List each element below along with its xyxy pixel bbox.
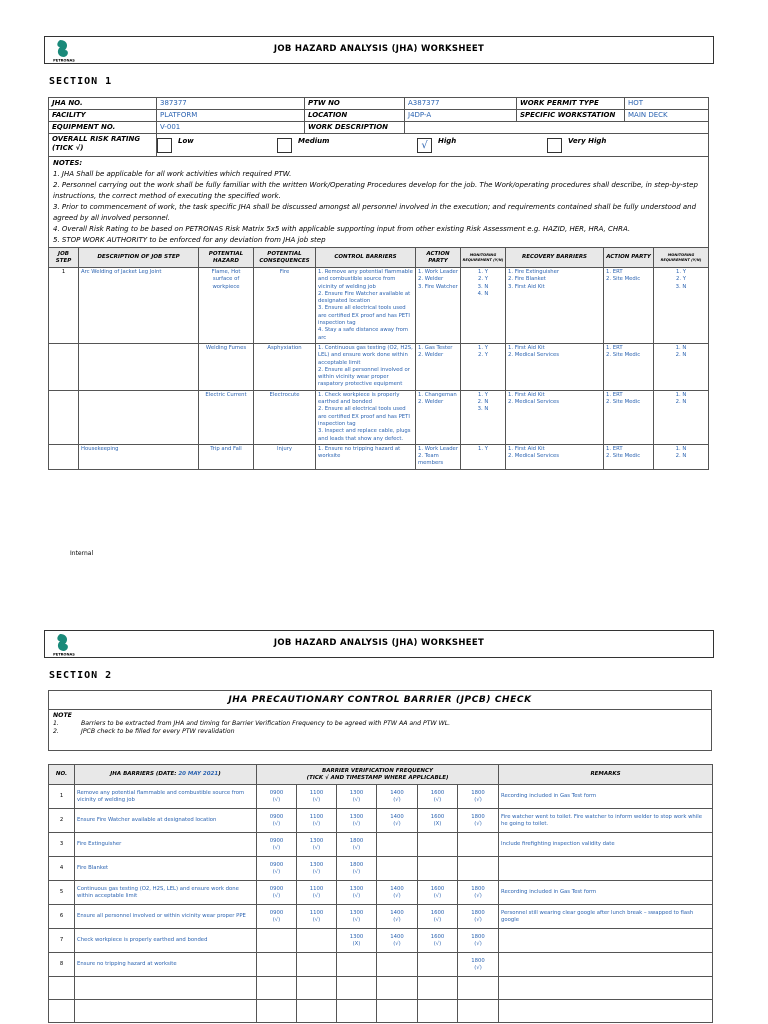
barrier-date: 20 MAY 2021 [178, 771, 219, 777]
verification-time-cell[interactable] [458, 833, 499, 857]
col-remarks: REMARKS [499, 765, 713, 785]
recovery-barriers-cell: 1. First Aid Kit 2. Medical Services [506, 390, 604, 444]
row-no: 3 [49, 833, 75, 857]
facility-value: PLATFORM [157, 110, 305, 122]
jpcb-note [49, 710, 712, 751]
verification-time-cell[interactable]: 0900 (√) [257, 881, 297, 905]
verification-time-cell[interactable] [297, 977, 337, 1000]
verification-time-cell[interactable] [377, 1000, 418, 1023]
verification-time-cell[interactable]: 1300 (√) [337, 881, 377, 905]
logo-text: PETRONAS [53, 652, 75, 656]
consequence-cell: Electrocute [254, 390, 316, 444]
description-cell [79, 343, 199, 390]
description-cell: Arc Welding of Jacket Leg Joint [79, 268, 199, 344]
action-party-cell: 1. Changeman 2. Welder [416, 390, 461, 444]
monitoring-2-cell: 1. N 2. N [654, 444, 709, 469]
risk-medium-option[interactable]: Medium [277, 138, 417, 153]
risk-low-option[interactable]: Low [157, 138, 277, 153]
logo-text: PETRONAS [53, 58, 75, 62]
work-desc-value [405, 122, 709, 134]
col-verification-frequency: BARRIER VERIFICATION FREQUENCY (TICK √ AND TIMESTAMP WHERE APPLICABLE) [257, 765, 499, 785]
recovery-barriers-cell: 1. First Aid Kit 2. Medical Services [506, 343, 604, 390]
jpcb-table [48, 764, 713, 1023]
note-item: 1. JHA Shall be applicable for all work activities which required PTW. [53, 170, 292, 178]
workstation-label: SPECIFIC WORKSTATION [517, 110, 625, 122]
barrier-cell: Check workpiece is properly earthed and bonded [75, 929, 257, 953]
col-control-barriers: CONTROL BARRIERS [316, 248, 416, 268]
jpcb-row [49, 833, 713, 857]
ptw-no-label: PTW NO [305, 98, 405, 110]
row-no: 2 [49, 809, 75, 833]
jha-step-row [49, 343, 709, 390]
jpcb-row [49, 857, 713, 881]
workstation-value: MAIN DECK [625, 110, 709, 122]
verification-time-cell[interactable]: 1100 (√) [297, 785, 337, 809]
remarks-cell [499, 929, 713, 953]
jpcb-row [49, 881, 713, 905]
barrier-cell: Ensure Fire Watcher available at designated location [75, 809, 257, 833]
verification-time-cell[interactable] [297, 929, 337, 953]
page-header-1 [44, 36, 714, 64]
risk-rating-options [157, 134, 709, 157]
risk-medium-checkbox[interactable] [277, 138, 292, 153]
note-item: 5. STOP WORK AUTHORITY to be enforced for any deviation from JHA job step [53, 236, 326, 244]
verification-time-cell[interactable]: 1400 (√) [377, 929, 418, 953]
row-no: 8 [49, 953, 75, 977]
action-party-cell: 1. Gas Tester 2. Welder [416, 343, 461, 390]
section-1-label: SECTION 1 [49, 76, 113, 87]
verification-time-cell[interactable]: 1600 (√) [418, 929, 458, 953]
verification-time-cell[interactable]: 0900 (√) [257, 833, 297, 857]
verification-time-cell[interactable]: 1800 (√) [458, 953, 499, 977]
permit-type-value: HOT [625, 98, 709, 110]
col-recovery-barriers: RECOVERY BARRIERS [506, 248, 604, 268]
barrier-cell [75, 977, 257, 1000]
verification-time-cell[interactable]: 1600 (X) [418, 809, 458, 833]
jha-steps-table [48, 247, 709, 470]
description-cell [79, 390, 199, 444]
job-step-cell [49, 390, 79, 444]
remarks-cell: Recording included in Gas Test form [499, 881, 713, 905]
risk-high-checkbox[interactable]: √ [417, 138, 432, 153]
verification-time-cell[interactable] [377, 953, 418, 977]
verification-time-cell[interactable] [458, 977, 499, 1000]
hazard-cell: Electric Current [199, 390, 254, 444]
verification-time-cell[interactable]: 1800 (√) [337, 833, 377, 857]
hazard-cell: Trip and Fall [199, 444, 254, 469]
monitoring-2-cell: 1. N 2. N [654, 390, 709, 444]
monitoring-cell: 1. Y [461, 444, 506, 469]
jha-no-value: 387377 [157, 98, 305, 110]
verification-time-cell[interactable]: 1100 (√) [297, 809, 337, 833]
verification-time-cell[interactable] [377, 977, 418, 1000]
verification-time-cell[interactable]: 0900 (√) [257, 905, 297, 929]
jpcb-row [49, 1000, 713, 1023]
col-job-step: JOB STEP [49, 248, 79, 268]
verification-time-cell[interactable] [297, 1000, 337, 1023]
row-no: 6 [49, 905, 75, 929]
col-monitoring: MONITORING REQUIREMENT (Y/N) [461, 248, 506, 268]
remarks-cell [499, 977, 713, 1000]
notes-title: NOTES: [53, 159, 83, 167]
jpcb-note-title: NOTE [53, 712, 72, 719]
col-description: DESCRIPTION OF JOB STEP [79, 248, 199, 268]
work-desc-label: WORK DESCRIPTION [305, 122, 405, 134]
remarks-cell: Recording included in Gas Test form [499, 785, 713, 809]
row-no: 5 [49, 881, 75, 905]
action-party-2-cell: 1. ERT 2. Site Medic [604, 444, 654, 469]
col-consequences: POTENTIAL CONSEQUENCES [254, 248, 316, 268]
verification-time-cell[interactable] [257, 953, 297, 977]
verification-time-cell[interactable] [458, 857, 499, 881]
verification-time-cell[interactable]: 1100 (√) [297, 905, 337, 929]
col-jha-barriers: JHA BARRIERS (DATE: 20 MAY 2021) [75, 765, 257, 785]
row-no [49, 977, 75, 1000]
remarks-cell: Fire watcher went to toilet. Fire watcher to inform welder to stop work while he going to toilet. [499, 809, 713, 833]
action-party-2-cell: 1. ERT 2. Site Medic [604, 390, 654, 444]
description-cell: Housekeeping [79, 444, 199, 469]
verification-time-cell[interactable] [337, 1000, 377, 1023]
verification-time-cell[interactable]: 1600 (√) [418, 905, 458, 929]
monitoring-cell: 1. Y 2. Y 3. N 4. N [461, 268, 506, 344]
location-value: J4DP-A [405, 110, 517, 122]
verification-time-cell[interactable] [297, 953, 337, 977]
verification-time-cell[interactable]: 1400 (√) [377, 881, 418, 905]
jpcb-row [49, 785, 713, 809]
risk-high-option[interactable]: √ High [417, 138, 547, 153]
jpcb-header-table [48, 690, 712, 751]
notes-block [49, 157, 709, 250]
consequence-cell: Fire [254, 268, 316, 344]
jha-no-label: JHA NO. [49, 98, 157, 110]
row-no: 1 [49, 785, 75, 809]
verification-time-cell[interactable] [377, 857, 418, 881]
verification-time-cell[interactable]: 1400 (√) [377, 809, 418, 833]
recovery-barriers-cell: 1. Fire Extinguisher 2. Fire Blanket 3. First Aid Kit [506, 268, 604, 344]
jpcb-row [49, 929, 713, 953]
jha-info-table [48, 97, 709, 250]
job-step-cell [49, 343, 79, 390]
hazard-cell: Welding Fumes [199, 343, 254, 390]
col-hazard: POTENTIAL HAZARD [199, 248, 254, 268]
verification-time-cell[interactable]: 1800 (√) [458, 929, 499, 953]
verification-time-cell[interactable]: 1300 (X) [337, 929, 377, 953]
monitoring-2-cell: 1. Y 2. Y 3. N [654, 268, 709, 344]
risk-very-high-checkbox[interactable] [547, 138, 562, 153]
job-step-cell: 1 [49, 268, 79, 344]
action-party-cell: 1. Work Leader 2. Welder 3. Fire Watcher [416, 268, 461, 344]
action-party-cell: 1. Work Leader 2. Team members [416, 444, 461, 469]
note-item: 3. Prior to commencement of work, the task specific JHA shall be discussed amongst all personnel involved in the execution; and requirements contained shall be fully understood and agreed by all involved personnel. [53, 203, 697, 222]
internal-label: Internal [70, 550, 94, 557]
verification-time-cell[interactable]: 1800 (√) [458, 905, 499, 929]
monitoring-cell: 1. Y 2. N 3. N [461, 390, 506, 444]
location-label: LOCATION [305, 110, 405, 122]
control-barriers-cell: 1. Check workpiece is properly earthed and bonded 2. Ensure all electrical tools used are certified EX proof and has PETI inspection tag 3. Inspect and replace cable, plugs and leads that show any defect. [316, 390, 416, 444]
remarks-cell: Personnel still wearing clear google after lunch break – swapped to flash google [499, 905, 713, 929]
verification-time-cell[interactable]: 1800 (√) [458, 809, 499, 833]
verification-time-cell[interactable] [337, 953, 377, 977]
verification-time-cell[interactable]: 0900 (√) [257, 809, 297, 833]
jpcb-row [49, 953, 713, 977]
verification-time-cell[interactable]: 0900 (√) [257, 785, 297, 809]
hazard-cell: Flame, Hot surface of workpiece [199, 268, 254, 344]
permit-type-label: WORK PERMIT TYPE [517, 98, 625, 110]
jpcb-row [49, 905, 713, 929]
remarks-cell [499, 1000, 713, 1023]
verification-time-cell[interactable] [337, 977, 377, 1000]
jpcb-note-item: 2. JPCB check to be filled for every PTW revalidation [53, 728, 235, 735]
verification-time-cell[interactable]: 1300 (√) [297, 833, 337, 857]
jpcb-row [49, 977, 713, 1000]
equipment-value: V-001 [157, 122, 305, 134]
jpcb-note-item: 1. Barriers to be extracted from JHA and timing for Barrier Verification Frequency to be agreed with PTW AA and PTW WL. [53, 720, 451, 727]
page-header-2 [44, 630, 714, 658]
monitoring-2-cell: 1. N 2. N [654, 343, 709, 390]
verification-time-cell[interactable] [418, 953, 458, 977]
verification-time-cell[interactable]: 0900 (√) [257, 857, 297, 881]
verification-time-cell[interactable] [418, 857, 458, 881]
barrier-cell: Continuous gas testing (O2, H2S, LEL) and ensure work done within acceptable limit [75, 881, 257, 905]
control-barriers-cell: 1. Continuous gas testing (O2, H2S, LEL) and ensure work done within acceptable limit 2. Ensure all personnel involved or within vicinity wear proper raspatory protective equipment [316, 343, 416, 390]
monitoring-cell: 1. Y 2. Y [461, 343, 506, 390]
barrier-cell [75, 1000, 257, 1023]
barrier-cell: Fire Blanket [75, 857, 257, 881]
note-item: 2. Personnel carrying out the work shall be fully familiar with the written Work/Operating Procedures develop for the job. The Work/operating procedures shall describe, in step-by-step instructions, the correct method of executing the specified work. [53, 181, 698, 200]
barrier-cell: Fire Extinguisher [75, 833, 257, 857]
control-barriers-cell: 1. Remove any potential flammable and combustible source from vicinity of welding job 2. Ensure Fire Watcher available at designated location 3. Ensure all electrical tools used are certified EX proof and has PETI inspection tag 4. Stay a safe distance away from arc [316, 268, 416, 344]
verification-time-cell[interactable]: 1800 (√) [458, 785, 499, 809]
ptw-no-value: A387377 [405, 98, 517, 110]
verification-time-cell[interactable] [458, 1000, 499, 1023]
verification-time-cell[interactable]: 1300 (√) [337, 905, 377, 929]
verification-time-cell[interactable] [418, 1000, 458, 1023]
note-item: 4. Overall Risk Rating to be based on PETRONAS Risk Matrix 5x5 with applicable supporting input from other existing Risk Assessment e.g. HAZID, HER, HRA, CHRA. [53, 225, 631, 233]
verification-time-cell[interactable]: 1400 (√) [377, 905, 418, 929]
notes-list [53, 169, 704, 246]
equipment-label: EQUIPMENT NO. [49, 122, 157, 134]
verification-time-cell[interactable] [418, 977, 458, 1000]
risk-low-checkbox[interactable] [157, 138, 172, 153]
verification-time-cell[interactable]: 1100 (√) [297, 881, 337, 905]
risk-very-high-option[interactable]: Very High [547, 138, 697, 153]
action-party-2-cell: 1. ERT 2. Site Medic [604, 343, 654, 390]
jha-step-row [49, 390, 709, 444]
col-monitoring-2: MONITORING REQUIREMENT (Y/N) [654, 248, 709, 268]
page-title-2: JOB HAZARD ANALYSIS (JHA) WORKSHEET [273, 638, 485, 648]
verification-time-cell[interactable]: 1300 (√) [337, 785, 377, 809]
col-action-party: ACTION PARTY [416, 248, 461, 268]
verification-time-cell[interactable] [257, 929, 297, 953]
verification-time-cell[interactable]: 1300 (√) [337, 809, 377, 833]
col-action-party-2: ACTION PARTY [604, 248, 654, 268]
job-step-cell [49, 444, 79, 469]
row-no: 4 [49, 857, 75, 881]
recovery-barriers-cell: 1. First Aid Kit 2. Medical Services [506, 444, 604, 469]
remarks-cell [499, 953, 713, 977]
jha-step-row [49, 268, 709, 344]
verification-time-cell[interactable] [257, 1000, 297, 1023]
verification-time-cell[interactable] [257, 977, 297, 1000]
verification-time-cell[interactable]: 1300 (√) [297, 857, 337, 881]
consequence-cell: Injury [254, 444, 316, 469]
jpcb-title: JHA PRECAUTIONARY CONTROL BARRIER (JPCB) CHECK [49, 691, 712, 710]
control-barriers-cell: 1. Ensure no tripping hazard at worksite [316, 444, 416, 469]
jha-step-row [49, 444, 709, 469]
section-2-label: SECTION 2 [49, 670, 113, 681]
facility-label: FACILITY [49, 110, 157, 122]
verification-time-cell[interactable]: 1400 (√) [377, 785, 418, 809]
verification-time-cell[interactable]: 1800 (√) [458, 881, 499, 905]
page-title: JOB HAZARD ANALYSIS (JHA) WORKSHEET [273, 44, 485, 54]
row-no: 7 [49, 929, 75, 953]
col-no: NO. [49, 765, 75, 785]
barrier-cell: Ensure no tripping hazard at worksite [75, 953, 257, 977]
verification-time-cell[interactable] [377, 833, 418, 857]
remarks-cell: Include firefighting inspection validity date [499, 833, 713, 857]
remarks-cell [499, 857, 713, 881]
barrier-cell: Ensure all personnel involved or within vicinity wear proper PPE [75, 905, 257, 929]
verification-time-cell[interactable]: 1800 (√) [337, 857, 377, 881]
verification-time-cell[interactable]: 1600 (√) [418, 785, 458, 809]
barrier-cell: Remove any potential flammable and combustible source from vicinity of welding job [75, 785, 257, 809]
consequence-cell: Asphyxiation [254, 343, 316, 390]
verification-time-cell[interactable]: 1600 (√) [418, 881, 458, 905]
jpcb-notes-list [53, 720, 707, 736]
row-no [49, 1000, 75, 1023]
jpcb-row [49, 809, 713, 833]
action-party-2-cell: 1. ERT 2. Site Medic [604, 268, 654, 344]
verification-time-cell[interactable] [418, 833, 458, 857]
risk-rating-label: OVERALL RISK RATING (TICK √) [49, 134, 157, 157]
